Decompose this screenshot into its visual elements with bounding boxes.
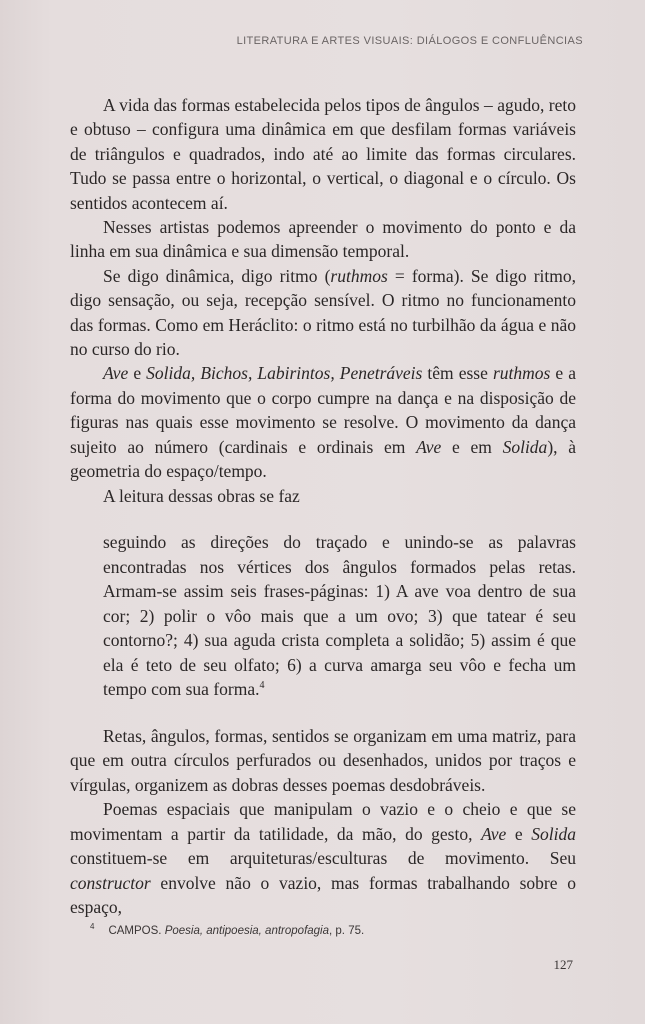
- text-run: e: [506, 823, 532, 844]
- text-run: ), à geometria do espaço/tempo.: [70, 436, 576, 482]
- quote-text: [103, 530, 576, 702]
- page-number: 127: [553, 957, 573, 972]
- text-run: Poemas espaciais que manipulam o vazio e o cheio e que se movimentam a partir da tatilidade, da mão, do gesto,: [70, 799, 576, 844]
- italic-term: ruthmos: [492, 363, 551, 384]
- running-header: LITERATURA E ARTES VISUAIS: DIÁLOGOS E CONFLUÊNCIAS: [236, 35, 583, 47]
- paragraph-3: [70, 264, 576, 362]
- italic-term: constructor: [70, 872, 151, 893]
- paragraph-5: A leitura dessas obras se faz: [103, 485, 300, 506]
- text-run: e: [128, 363, 147, 384]
- paragraph-1: A vida das formas estabelecida pelos tipos de ângulos – agudo, reto e obtuso – configura uma dinâmica em que desfilam formas variáveis de triângulos e quadrados, indo até ao limite das formas circulares. Tudo se passa entre o horizontal, o vertical, o diagonal e o círculo. Os sentidos acontecem aí.: [70, 95, 576, 213]
- italic-term: Solida, Bichos, Labirintos, Penetráveis: [146, 363, 423, 384]
- paragraph-6: Retas, ângulos, formas, sentidos se organizam em uma matriz, para que em outra círculos perfurados ou desenhados, unidos por traços e vírgulas, organizem as dobras desses poemas desdobráveis.: [70, 726, 576, 795]
- italic-term: ruthmos: [330, 265, 388, 286]
- text-run: constituem-se em arquiteturas/esculturas de movimento. Seu: [70, 848, 576, 869]
- footnote-reference[interactable]: 4: [259, 680, 265, 692]
- footnote-title: Poesia, antipoesia, antropofagia: [164, 924, 330, 937]
- text-run: envolve não o vazio, mas formas trabalhando sobre o espaço,: [70, 872, 576, 917]
- italic-term: Ave: [416, 436, 442, 457]
- italic-term: Ave: [103, 363, 129, 384]
- quote-body: seguindo as direções do traçado e unindo-se as palavras encontradas nos vértices dos ângulos formados pelas retas. Armam-se assim seis frases-páginas: 1) A ave voa dentro de sua cor; 2) polir o vôo mais que a um ovo; 3) que tatear é seu contorno?; 4) sua aguda crista completa a solidão; 5) assim é que ela é teto de seu olfato; 6) a curva amarga seu vôo e fecha um tempo com sua forma.: [103, 531, 576, 700]
- footnote-author: CAMPOS.: [108, 924, 165, 937]
- italic-term: Solida: [531, 823, 576, 844]
- text-run: e em: [441, 436, 503, 457]
- text-run: e a forma do movimento que o corpo cumpre na dança e na disposição de figuras nas quais esse movimento se resolve. O movimento da dança sujeito ao número (cardinais e ordinais em: [70, 363, 576, 457]
- paragraph-7: [70, 797, 576, 919]
- paragraph-2: Nesses artistas podemos apreender o movimento do ponto e da linha em sua dinâmica e sua dimensão temporal.: [70, 217, 576, 262]
- text-run: Se digo dinâmica, digo ritmo (: [103, 265, 331, 286]
- footnote-page: , p. 75.: [329, 924, 365, 937]
- text-run: têm esse: [422, 363, 493, 384]
- paragraph-4: [70, 361, 576, 483]
- italic-term: Solida: [502, 436, 548, 457]
- block-quote: [103, 530, 576, 702]
- footnote-number: 4: [90, 922, 95, 931]
- italic-term: Ave: [481, 823, 507, 844]
- main-text: [70, 93, 576, 919]
- footnote: [90, 922, 364, 937]
- text-run: = forma). Se digo ritmo, digo sensação, ou seja, recepção sensível. O ritmo no funcionamento das formas. Como em Heráclito: o ritmo está no turbilhão da água e não no curso do rio.: [70, 265, 576, 360]
